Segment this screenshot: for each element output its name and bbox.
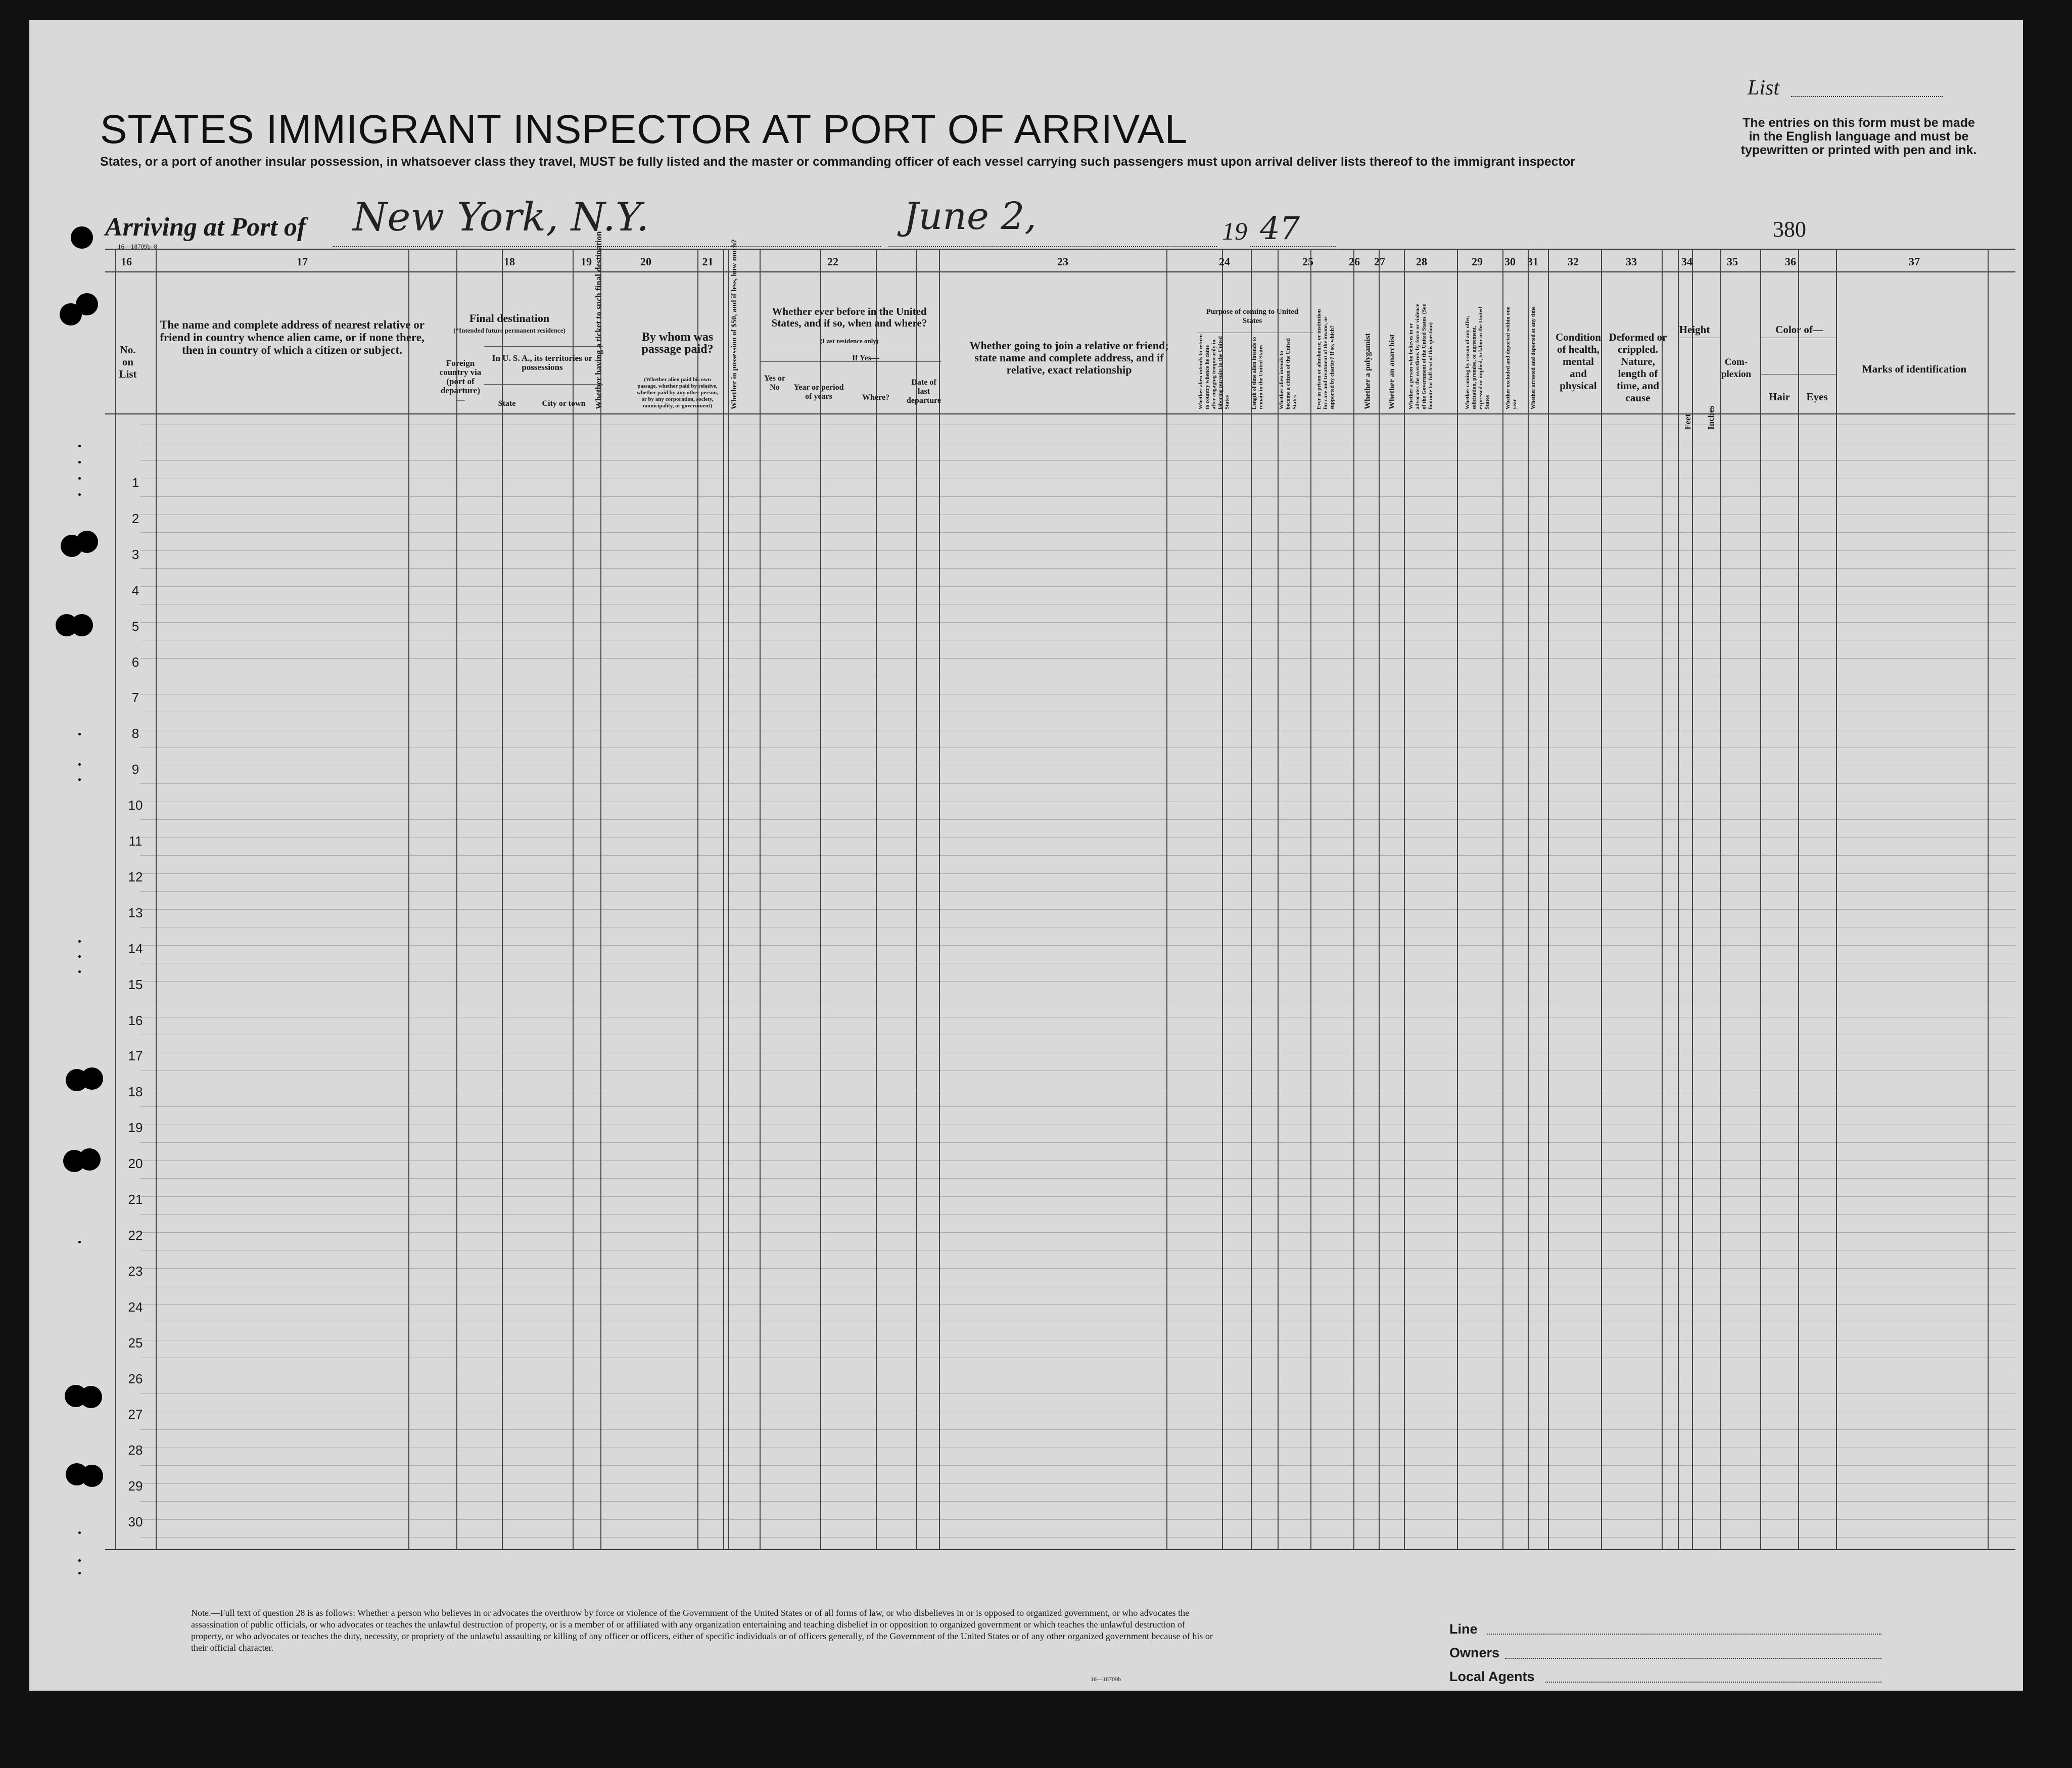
footer-form-code: 16—18709b <box>1091 1676 1121 1683</box>
column-rule <box>115 249 116 1549</box>
punch-hole <box>81 1465 103 1487</box>
column-rule <box>760 249 761 1549</box>
col-num-30: 30 <box>1504 255 1516 268</box>
col-num-17: 17 <box>297 255 308 268</box>
col-num-27: 27 <box>1374 255 1385 268</box>
table-bottom-border <box>105 1549 2015 1550</box>
row-rule <box>140 1232 2015 1233</box>
col-num-25: 25 <box>1302 255 1313 268</box>
margin-dot <box>78 1559 81 1562</box>
col-34-feet-header: Feet <box>1683 413 1692 430</box>
column-rule <box>1720 249 1721 1549</box>
header-subrule <box>484 346 603 347</box>
col-25-header: Ever in prison or almshouse, or institution for care and treatment of the insane, or supported by charity? If so, which? <box>1316 309 1335 409</box>
col-18-usa-header: In U. S. A., its territories or possessions <box>492 353 593 372</box>
col-18-state-header: State <box>498 399 516 408</box>
col-18-subheader: (*Intended future permanent residence) <box>453 327 566 334</box>
row-number: 23 <box>128 1264 143 1279</box>
column-rule <box>1678 249 1679 1549</box>
row-number: 17 <box>128 1048 143 1063</box>
column-rule <box>1601 249 1602 1549</box>
column-rule <box>1760 249 1761 1549</box>
list-label: List <box>1748 76 1780 100</box>
column-rule <box>1692 249 1693 1549</box>
col-num-22: 22 <box>827 255 838 268</box>
column-rule <box>573 249 574 1549</box>
col-19-header: Whether having a ticket to such final destination <box>594 231 603 409</box>
column-rule <box>1404 249 1405 1549</box>
row-rule <box>140 981 2015 982</box>
col-num-26: 26 <box>1349 255 1360 268</box>
column-rule <box>1379 249 1380 1549</box>
column-rule <box>1222 249 1223 1549</box>
column-rule <box>1836 249 1837 1549</box>
punch-hole <box>76 293 98 315</box>
header-subrule <box>484 384 603 385</box>
col-16-header: No. on List <box>119 344 137 380</box>
col-22-yes-no-header: Yes or No <box>764 374 786 392</box>
row-number: 6 <box>131 655 139 670</box>
row-number: 15 <box>128 977 143 992</box>
row-rule <box>140 1483 2015 1484</box>
owners-label: Owners <box>1449 1645 1500 1660</box>
col-22-subheader: (Last residence only) <box>820 337 879 345</box>
port-value: New York, N.Y. <box>353 195 649 240</box>
arriving-label: Arriving at Port of <box>105 213 306 242</box>
column-rule <box>456 249 457 1549</box>
margin-dot <box>78 445 81 447</box>
row-rule <box>140 891 2015 892</box>
col-17-header: The name and complete address of nearest relative or friend in country whence alien came, or if none there, then in country of which a citizen or subject. <box>160 318 425 356</box>
punch-hole <box>80 1386 102 1408</box>
page-subtitle: States, or a port of another insular possession, in whatsoever class they travel, MUST be fully listed and the master or commanding officer of each vessel carrying such passengers must upon arrival deliver lists thereof to the immigrant inspector <box>100 155 1575 169</box>
col-36-hair-header: Hair <box>1769 391 1790 403</box>
line-field <box>1487 1634 1881 1635</box>
row-rule <box>140 1196 2015 1197</box>
column-rule <box>1988 249 1989 1549</box>
owners-field <box>1505 1658 1881 1659</box>
col-num-28: 28 <box>1416 255 1427 268</box>
local-agents-label: Local Agents <box>1449 1669 1535 1684</box>
row-number: 18 <box>128 1084 143 1099</box>
col-32-header: Condition of health, mental and physical <box>1556 331 1601 392</box>
row-rule <box>140 1465 2015 1466</box>
row-number: 9 <box>131 762 139 777</box>
col-num-34: 34 <box>1681 255 1692 268</box>
col-num-35: 35 <box>1727 255 1738 268</box>
col-28-header: Whether a person who believes in or advocates the overthrow by force or violence of the Government of the United States. (See footnote for full text of this question) <box>1408 304 1434 409</box>
col-18-city-header: City or town <box>542 399 586 408</box>
column-rule <box>1798 249 1799 1549</box>
margin-dot <box>78 955 81 958</box>
col-22-where-header: Where? <box>862 393 889 402</box>
row-number: 12 <box>128 869 143 885</box>
column-rule <box>697 249 698 1549</box>
col-24-a-header: Whether alien intends to return to country whence he came after engaging temporarily in laboring pursuits in the United States <box>1198 334 1230 409</box>
row-rule <box>140 568 2015 569</box>
col-37-header: Marks of identification <box>1862 363 1967 375</box>
row-number: 16 <box>128 1013 143 1028</box>
row-number: 25 <box>128 1335 143 1351</box>
column-number-rule <box>105 271 2015 272</box>
row-rule <box>140 1214 2015 1215</box>
col-num-19: 19 <box>581 255 592 268</box>
col-18-foreign-header: Foreign country via (port of departure)— <box>439 358 482 404</box>
column-rule <box>502 249 503 1549</box>
column-rule <box>1457 249 1458 1549</box>
col-num-32: 32 <box>1568 255 1579 268</box>
row-number: 29 <box>128 1478 143 1494</box>
margin-dot <box>78 763 81 766</box>
row-rule <box>140 1304 2015 1305</box>
row-number: 24 <box>128 1299 143 1315</box>
margin-dot <box>78 1531 81 1534</box>
row-rule <box>140 783 2015 784</box>
column-rule <box>1662 249 1663 1549</box>
row-number: 26 <box>128 1371 143 1386</box>
col-num-33: 33 <box>1626 255 1637 268</box>
column-rule <box>1528 249 1529 1549</box>
row-rule <box>140 1106 2015 1107</box>
column-rule <box>156 249 157 1549</box>
column-rule <box>723 249 724 1549</box>
col-num-20: 20 <box>640 255 651 268</box>
col-26-header: Whether a polygamist <box>1363 333 1372 409</box>
column-rule <box>939 249 940 1549</box>
margin-dot <box>78 1572 81 1574</box>
column-rule <box>1310 249 1311 1549</box>
row-rule <box>140 1429 2015 1430</box>
col-num-37: 37 <box>1909 255 1920 268</box>
col-20-subheader: (Whether alien paid his own passage, whether paid by relative, whether paid by any other person, or by any corporation, society, municipality, or government) <box>637 377 718 409</box>
row-rule <box>140 550 2015 551</box>
col-24-b-header: Length of time alien intends to remain in the United States <box>1251 337 1264 409</box>
col-21-header: Whether in possession of $50, and if less, how much? <box>730 239 738 409</box>
row-number: 28 <box>128 1443 143 1458</box>
col-22-header: Whether ever before in the United States, and if so, when and where? <box>771 305 927 329</box>
list-field-line <box>1791 96 1943 97</box>
col-num-36: 36 <box>1785 255 1796 268</box>
row-rule <box>140 622 2015 623</box>
row-number: 13 <box>128 905 143 920</box>
punch-hole <box>76 531 98 553</box>
col-31-header: Whether arrested and deported at any time <box>1530 306 1536 409</box>
col-36-header: Color of— <box>1775 323 1823 336</box>
line-label: Line <box>1449 1621 1478 1637</box>
column-rule <box>1548 249 1549 1549</box>
row-rule <box>140 855 2015 856</box>
margin-dot <box>78 1241 81 1243</box>
margin-dot <box>78 477 81 480</box>
column-rule <box>1166 249 1167 1549</box>
row-rule <box>140 532 2015 533</box>
col-33-header: Deformed or crippled. Nature, length of time, and cause <box>1609 331 1667 404</box>
column-rule <box>728 249 729 1549</box>
row-number: 2 <box>131 511 139 526</box>
row-rule <box>140 1268 2015 1269</box>
row-rule <box>140 945 2015 946</box>
column-rule <box>1353 249 1354 1549</box>
punch-hole <box>78 1148 101 1171</box>
row-rule <box>140 1178 2015 1179</box>
col-20-header: By whom was passage paid? <box>641 331 714 356</box>
row-rule <box>140 1160 2015 1161</box>
margin-dot <box>78 940 81 943</box>
row-rule <box>140 1142 2015 1143</box>
footnote: Note.—Full text of question 28 is as follows: Whether a person who believes in or advocates the overthrow by force or violence of the Government of the United States or of all forms of law, or who disbelieves in or is opposed to organized government, or who advocates the assassination of public officials, or who advocates or teaches the unlawful destruction of property, or is a member of or affiliated with any organization entertaining and teaching disbelief in or opposition to organized government or which teaches the unlawful destruction of property, or who advocates or teaches the duty, necessity, or propriety of the unlawful assaulting or killing of any officer or officers, either of specific individuals or of officers generally, of the Government of the United States or of any other organized government because of his or their official character. <box>191 1608 1213 1653</box>
row-rule <box>140 1537 2015 1538</box>
col-num-29: 29 <box>1472 255 1483 268</box>
col-18-header: Final destination <box>469 312 550 324</box>
row-number: 1 <box>131 475 139 490</box>
row-number: 20 <box>128 1156 143 1171</box>
column-rule <box>820 249 821 1549</box>
page-title: STATES IMMIGRANT INSPECTOR AT PORT OF ARRIVAL <box>100 107 1188 152</box>
list-number: 380 <box>1773 217 1806 242</box>
manifest-page <box>29 20 2023 1691</box>
col-35-header: Com-plexion <box>1721 357 1752 380</box>
col-24-c-header: Whether alien intends to become a citizen of the United States <box>1279 338 1298 409</box>
row-rule <box>140 586 2015 587</box>
row-number: 11 <box>128 833 143 849</box>
col-num-24: 24 <box>1219 255 1230 268</box>
col-34-header: Height <box>1679 323 1710 336</box>
year-prefix: 19 <box>1222 217 1247 245</box>
col-24-header: Purpose of coming to United States <box>1206 308 1299 325</box>
row-number: 19 <box>128 1120 143 1135</box>
col-num-18: 18 <box>504 255 515 268</box>
date-field-line <box>888 246 1217 247</box>
row-rule <box>140 658 2015 659</box>
punch-hole <box>71 614 93 636</box>
row-rule <box>140 496 2015 497</box>
column-rule <box>876 249 877 1549</box>
row-number: 8 <box>131 726 139 741</box>
row-rule <box>140 1501 2015 1502</box>
row-number: 7 <box>131 690 139 705</box>
col-23-header: Whether going to join a relative or friend; state name and complete address, and if relative, exact relationship <box>969 339 1169 376</box>
form-number: 16—18709b–8 <box>118 243 157 250</box>
row-number: 21 <box>128 1192 143 1207</box>
column-rule <box>600 249 601 1549</box>
row-rule <box>140 1519 2015 1520</box>
col-22-if-yes: If Yes— <box>852 354 880 362</box>
row-rule <box>140 460 2015 461</box>
margin-dot <box>78 461 81 463</box>
row-number: 14 <box>128 941 143 956</box>
header-subrule <box>1760 374 1836 375</box>
margin-dot <box>78 493 81 496</box>
col-22-date-header: Date of last departure <box>906 378 941 405</box>
col-36-eyes-header: Eyes <box>1806 391 1828 403</box>
col-30-header: Whether excluded and deported within one year <box>1505 306 1518 409</box>
port-field-line <box>333 246 881 247</box>
column-rule <box>1251 249 1252 1549</box>
col-num-31: 31 <box>1527 255 1538 268</box>
col-num-16: 16 <box>121 255 132 268</box>
column-rule <box>1278 249 1279 1549</box>
punch-hole <box>71 226 93 249</box>
row-number: 27 <box>128 1407 143 1422</box>
punch-hole <box>81 1067 103 1090</box>
margin-dot <box>78 733 81 735</box>
margin-dot <box>78 778 81 781</box>
row-rule <box>140 909 2015 910</box>
col-num-23: 23 <box>1057 255 1068 268</box>
table-top-border <box>105 249 2015 250</box>
row-number: 10 <box>128 798 143 813</box>
col-29-header: Whether coming by reason of any offer, solicitation, promise, or agreement, expressed or implied, to labor in the United States <box>1465 307 1490 409</box>
col-num-21: 21 <box>702 255 714 268</box>
entries-note: The entries on this form must be made in the English language and must be typewritten or printed with pen and ink. <box>1740 116 1977 157</box>
row-rule <box>140 873 2015 874</box>
row-number: 3 <box>131 547 139 562</box>
row-rule <box>140 1393 2015 1394</box>
row-number: 30 <box>128 1514 143 1529</box>
col-27-header: Whether an anarchist <box>1388 334 1396 409</box>
local-agents-field <box>1545 1682 1881 1683</box>
column-rule <box>408 249 409 1549</box>
date-value: June 2, <box>904 195 1037 238</box>
column-rule <box>916 249 917 1549</box>
row-rule <box>140 819 2015 820</box>
margin-dot <box>78 970 81 973</box>
year-value: 47 <box>1260 210 1300 247</box>
col-34-inches-header: Inches <box>1706 405 1716 430</box>
row-number: 22 <box>128 1228 143 1243</box>
header-bottom-rule <box>105 413 2015 414</box>
column-rule <box>1502 249 1503 1549</box>
col-22-years-header: Year or period of years <box>793 383 844 401</box>
row-number: 4 <box>131 583 139 598</box>
row-number: 5 <box>131 619 139 634</box>
